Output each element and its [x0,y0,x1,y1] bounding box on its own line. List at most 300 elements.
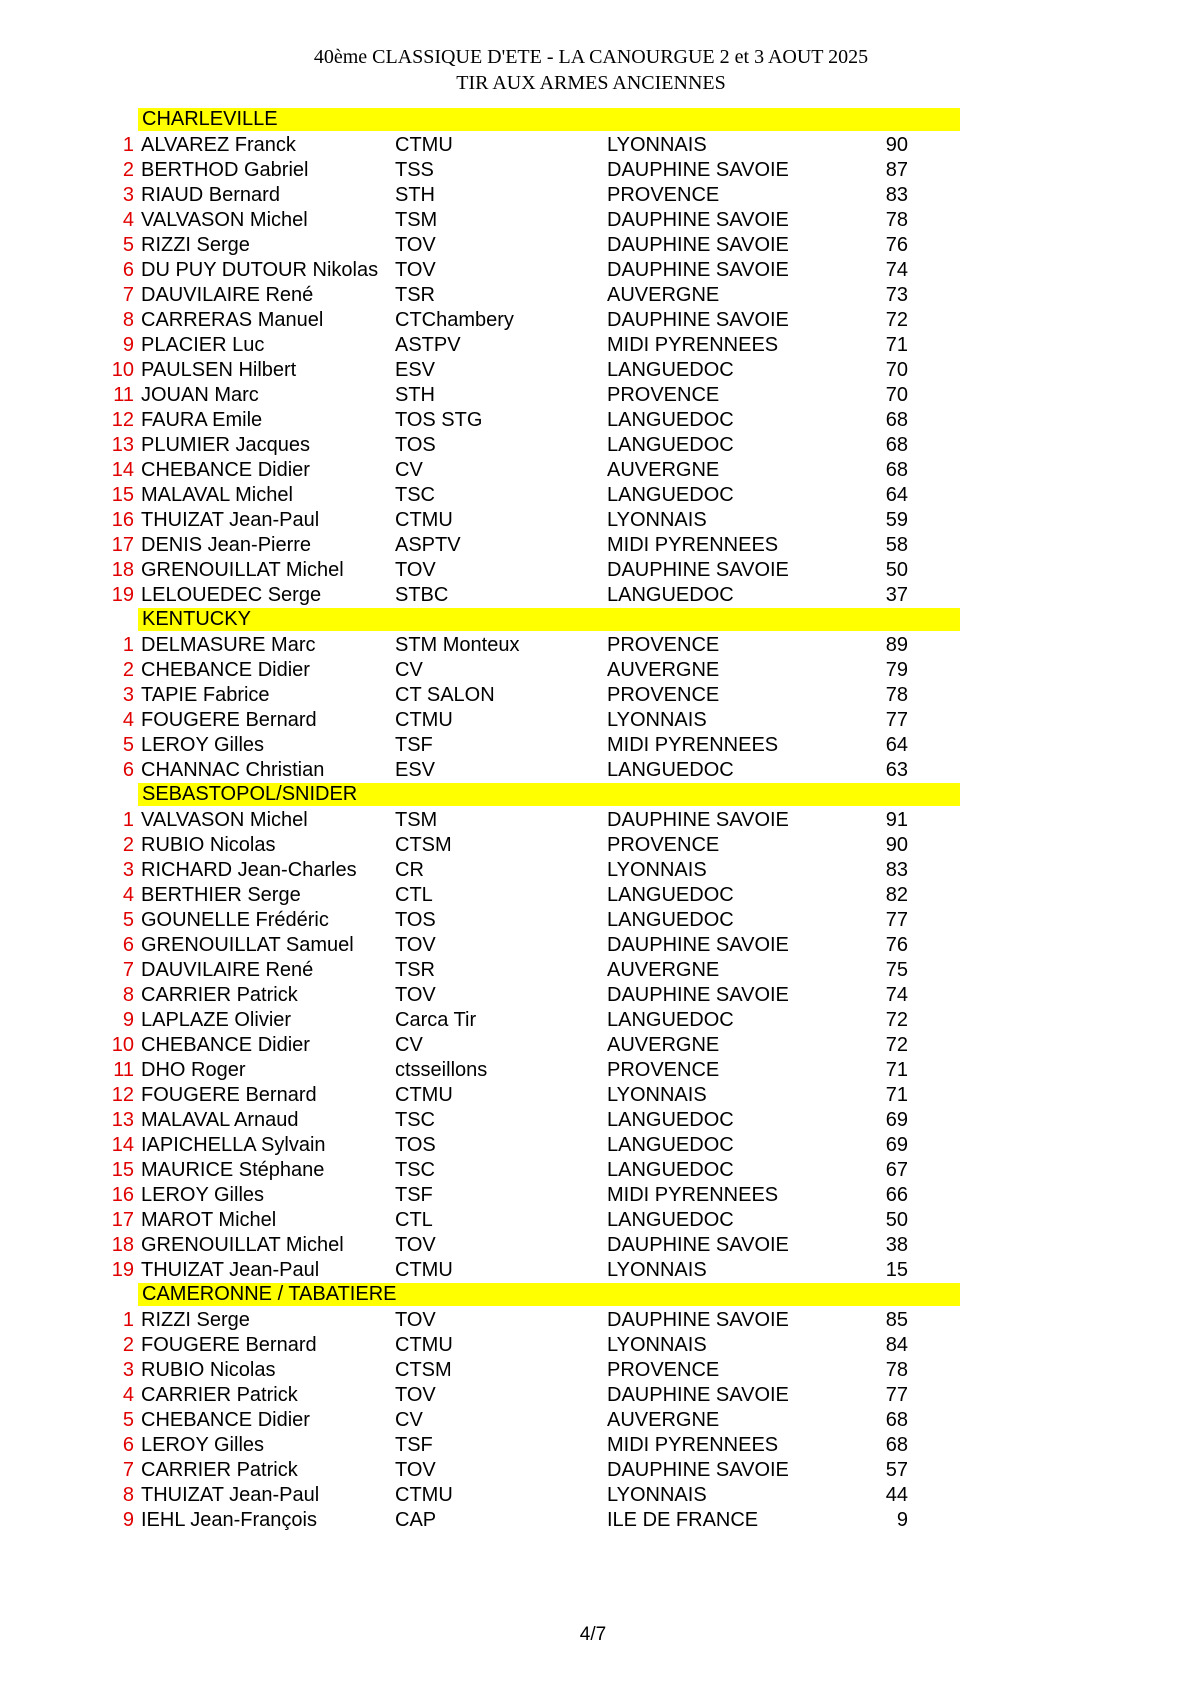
shooter-name: BERTHOD Gabriel [141,159,309,181]
result-row [100,633,960,658]
result-row [100,1208,960,1233]
club-name: TOV [395,1234,436,1256]
rank-number: 4 [122,209,134,231]
result-row [100,183,960,208]
region-name: LANGUEDOC [607,1109,734,1131]
result-row [100,1108,960,1133]
page-number: 4/7 [579,1624,607,1645]
club-name: TSR [395,959,435,981]
results-section [100,108,960,608]
rank-number: 9 [122,334,134,356]
region-name: AUVERGNE [607,959,720,981]
rank-number: 10 [111,1034,134,1056]
rank-number: 7 [122,959,134,981]
score-value: 83 [885,859,908,881]
club-name: TOV [395,259,436,281]
club-name: CTMU [395,1334,453,1356]
result-row [100,158,960,183]
region-name: LYONNAIS [607,1334,707,1356]
club-name: CTMU [395,1259,453,1281]
score-value: 38 [885,1234,908,1256]
rank-number: 7 [122,284,134,306]
score-value: 77 [885,1384,908,1406]
score-value: 59 [885,509,908,531]
result-row [100,758,960,783]
shooter-name: TAPIE Fabrice [141,684,270,706]
result-row [100,358,960,383]
club-name: CTMU [395,1484,453,1506]
shooter-name: CHEBANCE Didier [141,1034,310,1056]
result-row [100,133,960,158]
score-value: 70 [885,384,908,406]
club-name: CV [395,1409,423,1431]
result-row [100,658,960,683]
region-name: LYONNAIS [607,709,707,731]
rank-number: 2 [122,659,134,681]
score-value: 83 [885,184,908,206]
region-name: DAUPHINE SAVOIE [607,809,789,831]
score-value: 73 [885,284,908,306]
score-value: 78 [885,684,908,706]
section-header [100,108,960,133]
score-value: 9 [896,1509,908,1531]
shooter-name: CARRIER Patrick [141,1384,298,1406]
shooter-name: CHEBANCE Didier [141,459,310,481]
shooter-name: BERTHIER Serge [141,884,301,906]
club-name: TOS STG [395,409,483,431]
shooter-name: FOUGERE Bernard [141,1084,317,1106]
score-value: 77 [885,909,908,931]
score-value: 64 [885,734,908,756]
score-value: 71 [885,1059,908,1081]
shooter-name: CARRIER Patrick [141,984,298,1006]
rank-number: 19 [111,1259,134,1281]
shooter-name: GRENOUILLAT Samuel [141,934,354,956]
rank-number: 4 [122,884,134,906]
region-name: DAUPHINE SAVOIE [607,309,789,331]
shooter-name: VALVASON Michel [141,809,308,831]
region-name: LANGUEDOC [607,759,734,781]
region-name: DAUPHINE SAVOIE [607,1309,789,1331]
shooter-name: LEROY Gilles [141,734,265,756]
region-name: AUVERGNE [607,1409,720,1431]
section-title: SEBASTOPOL/SNIDER [142,783,358,805]
club-name: CV [395,459,423,481]
club-name: TOV [395,984,436,1006]
region-name: LYONNAIS [607,134,707,156]
region-name: LANGUEDOC [607,1159,734,1181]
shooter-name: DENIS Jean-Pierre [141,534,312,556]
shooter-name: ALVAREZ Franck [141,134,296,156]
club-name: ASTPV [395,334,461,356]
club-name: TOS [395,434,436,456]
club-name: ctsseillons [395,1059,488,1081]
rank-number: 3 [122,184,134,206]
region-name: LANGUEDOC [607,434,734,456]
shooter-name: MAURICE Stéphane [141,1159,325,1181]
result-row [100,1508,960,1533]
region-name: PROVENCE [607,634,720,656]
result-row [100,1308,960,1333]
result-row [100,933,960,958]
region-name: MIDI PYRENNEES [607,334,779,356]
result-row [100,733,960,758]
rank-number: 9 [122,1009,134,1031]
shooter-name: CARRIER Patrick [141,1459,298,1481]
rank-number: 13 [111,1109,134,1131]
result-row [100,208,960,233]
region-name: AUVERGNE [607,459,720,481]
section-header [100,608,960,633]
region-name: DAUPHINE SAVOIE [607,1459,789,1481]
score-value: 69 [885,1109,908,1131]
shooter-name: GRENOUILLAT Michel [141,559,344,581]
club-name: TOS [395,1134,436,1156]
club-name: TOV [395,1384,436,1406]
club-name: TSC [395,1159,435,1181]
club-name: CTSM [395,1359,452,1381]
region-name: AUVERGNE [607,1034,720,1056]
rank-number: 10 [111,359,134,381]
shooter-name: CARRERAS Manuel [141,309,324,331]
shooter-name: DAUVILAIRE René [141,284,314,306]
score-value: 87 [885,159,908,181]
score-value: 78 [885,1359,908,1381]
result-row [100,1183,960,1208]
score-value: 44 [885,1484,908,1506]
rank-number: 16 [111,1184,134,1206]
shooter-name: RUBIO Nicolas [141,1359,276,1381]
score-value: 15 [885,1259,908,1281]
region-name: PROVENCE [607,184,720,206]
shooter-name: FOUGERE Bernard [141,709,317,731]
shooter-name: IAPICHELLA Sylvain [141,1134,326,1156]
shooter-name: RICHARD Jean-Charles [141,859,357,881]
rank-number: 7 [122,1459,134,1481]
result-row [100,1433,960,1458]
rank-number: 1 [122,1309,134,1331]
club-name: STH [395,184,435,206]
shooter-name: MALAVAL Michel [141,484,293,506]
rank-number: 14 [111,1134,134,1156]
rank-number: 5 [122,1409,134,1431]
score-value: 71 [885,1084,908,1106]
result-row [100,808,960,833]
result-row [100,1133,960,1158]
shooter-name: RIZZI Serge [141,1309,250,1331]
result-row [100,308,960,333]
rank-number: 15 [111,1159,134,1181]
shooter-name: DHO Roger [141,1059,246,1081]
club-name: TOV [395,234,436,256]
shooter-name: GRENOUILLAT Michel [141,1234,344,1256]
club-name: CTMU [395,1084,453,1106]
club-name: TOS [395,909,436,931]
shooter-name: RUBIO Nicolas [141,834,276,856]
shooter-name: RIAUD Bernard [141,184,280,206]
club-name: ESV [395,359,436,381]
score-value: 70 [885,359,908,381]
result-row [100,433,960,458]
shooter-name: IEHL Jean-François [141,1509,317,1531]
shooter-name: FOUGERE Bernard [141,1334,317,1356]
rank-number: 18 [111,1234,134,1256]
rank-number: 15 [111,484,134,506]
score-value: 76 [885,234,908,256]
score-value: 58 [885,534,908,556]
rank-number: 8 [122,1484,134,1506]
result-row [100,683,960,708]
result-row [100,233,960,258]
club-name: TSF [395,1434,433,1456]
rank-number: 16 [111,509,134,531]
shooter-name: VALVASON Michel [141,209,308,231]
result-row [100,583,960,608]
result-row [100,1333,960,1358]
result-row [100,883,960,908]
shooter-name: FAURA Emile [141,409,263,431]
rank-number: 17 [111,1209,134,1231]
result-row [100,483,960,508]
shooter-name: LEROY Gilles [141,1184,265,1206]
rank-number: 13 [111,434,134,456]
shooter-name: THUIZAT Jean-Paul [141,1484,320,1506]
rank-number: 12 [111,409,134,431]
club-name: CR [395,859,424,881]
club-name: TSR [395,284,435,306]
score-value: 75 [885,959,908,981]
results-table [100,108,960,1533]
region-name: DAUPHINE SAVOIE [607,1384,789,1406]
score-value: 68 [885,1409,908,1431]
rank-number: 18 [111,559,134,581]
club-name: CTMU [395,134,453,156]
club-name: TOV [395,1309,436,1331]
shooter-name: PAULSEN Hilbert [141,359,297,381]
rank-number: 3 [122,1359,134,1381]
club-name: CTMU [395,509,453,531]
rank-number: 14 [111,459,134,481]
region-name: DAUPHINE SAVOIE [607,1234,789,1256]
rank-number: 1 [122,134,134,156]
club-name: CTSM [395,834,452,856]
region-name: LANGUEDOC [607,359,734,381]
score-value: 91 [885,809,908,831]
results-section [100,1283,960,1533]
club-name: CAP [395,1509,437,1531]
result-row [100,1408,960,1433]
score-value: 89 [885,634,908,656]
shooter-name: PLUMIER Jacques [141,434,310,456]
region-name: PROVENCE [607,684,720,706]
score-value: 74 [885,259,908,281]
region-name: LYONNAIS [607,1484,707,1506]
rank-number: 6 [122,259,134,281]
score-value: 50 [885,1209,908,1231]
rank-number: 8 [122,984,134,1006]
club-name: STH [395,384,435,406]
shooter-name: CHEBANCE Didier [141,1409,310,1431]
score-value: 72 [885,1009,908,1031]
region-name: DAUPHINE SAVOIE [607,934,789,956]
score-value: 90 [885,834,908,856]
score-value: 72 [885,1034,908,1056]
section-title: KENTUCKY [142,608,251,630]
club-name: ESV [395,759,436,781]
result-row [100,558,960,583]
result-row [100,1358,960,1383]
shooter-name: DELMASURE Marc [141,634,316,656]
club-name: CV [395,1034,423,1056]
results-section [100,783,960,1283]
result-row [100,1033,960,1058]
region-name: LANGUEDOC [607,909,734,931]
score-value: 68 [885,1434,908,1456]
rank-number: 1 [122,634,134,656]
region-name: MIDI PYRENNEES [607,1184,779,1206]
score-value: 74 [885,984,908,1006]
score-value: 84 [885,1334,908,1356]
region-name: MIDI PYRENNEES [607,1434,779,1456]
rank-number: 5 [122,909,134,931]
rank-number: 1 [122,809,134,831]
result-row [100,1008,960,1033]
result-row [100,383,960,408]
shooter-name: MALAVAL Arnaud [141,1109,299,1131]
shooter-name: JOUAN Marc [141,384,259,406]
rank-number: 12 [111,1084,134,1106]
score-value: 79 [885,659,908,681]
rank-number: 6 [122,934,134,956]
rank-number: 17 [111,534,134,556]
score-value: 68 [885,409,908,431]
result-row [100,508,960,533]
club-name: CTChambery [395,309,514,331]
result-row [100,1058,960,1083]
region-name: ILE DE FRANCE [607,1509,759,1531]
rank-number: 3 [122,684,134,706]
rank-number: 6 [122,1434,134,1456]
club-name: TSM [395,809,438,831]
club-name: TSC [395,484,435,506]
region-name: LYONNAIS [607,1084,707,1106]
club-name: ASPTV [395,534,461,556]
rank-number: 8 [122,309,134,331]
result-row [100,1083,960,1108]
club-name: CTMU [395,709,453,731]
result-row [100,1233,960,1258]
score-value: 64 [885,484,908,506]
region-name: AUVERGNE [607,284,720,306]
club-name: CV [395,659,423,681]
rank-number: 5 [122,734,134,756]
region-name: PROVENCE [607,1359,720,1381]
region-name: DAUPHINE SAVOIE [607,159,789,181]
shooter-name: DU PUY DUTOUR Nikolas [141,259,379,281]
score-value: 66 [885,1184,908,1206]
score-value: 63 [885,759,908,781]
page-header [0,44,1190,96]
region-name: DAUPHINE SAVOIE [607,259,789,281]
shooter-name: LELOUEDEC Serge [141,584,322,606]
club-name: TSC [395,1109,435,1131]
region-name: LANGUEDOC [607,409,734,431]
score-value: 37 [885,584,908,606]
region-name: LYONNAIS [607,509,707,531]
region-name: PROVENCE [607,384,720,406]
shooter-name: THUIZAT Jean-Paul [141,1259,320,1281]
score-value: 72 [885,309,908,331]
result-row [100,1383,960,1408]
club-name: CT SALON [395,684,495,706]
result-row [100,958,960,983]
region-name: AUVERGNE [607,659,720,681]
region-name: DAUPHINE SAVOIE [607,234,789,256]
shooter-name: LEROY Gilles [141,1434,265,1456]
club-name: TSF [395,1184,433,1206]
result-row [100,1458,960,1483]
result-row [100,908,960,933]
rank-number: 11 [113,384,134,406]
rank-number: 11 [113,1059,134,1081]
club-name: TOV [395,1459,436,1481]
region-name: LANGUEDOC [607,1009,734,1031]
shooter-name: CHANNAC Christian [141,759,325,781]
region-name: LANGUEDOC [607,1209,734,1231]
shooter-name: CHEBANCE Didier [141,659,310,681]
score-value: 82 [885,884,908,906]
club-name: TOV [395,559,436,581]
score-value: 69 [885,1134,908,1156]
section-header [100,1283,960,1308]
section-highlight [138,608,960,631]
score-value: 50 [885,559,908,581]
region-name: LYONNAIS [607,1259,707,1281]
result-row [100,458,960,483]
shooter-name: PLACIER Luc [141,334,265,356]
score-value: 85 [885,1309,908,1331]
region-name: DAUPHINE SAVOIE [607,209,789,231]
club-name: TSF [395,734,433,756]
club-name: CTL [395,884,433,906]
club-name: Carca Tir [395,1009,477,1031]
region-name: LANGUEDOC [607,484,734,506]
result-row [100,533,960,558]
event-title: 40ème CLASSIQUE D'ETE - LA CANOURGUE 2 et 3 AOUT 2025 [313,46,869,68]
score-value: 76 [885,934,908,956]
rank-number: 3 [122,859,134,881]
score-value: 78 [885,209,908,231]
region-name: PROVENCE [607,834,720,856]
club-name: STM Monteux [395,634,520,656]
page-footer [0,1624,1190,1646]
score-value: 57 [885,1459,908,1481]
rank-number: 2 [122,834,134,856]
club-name: TSM [395,209,438,231]
score-value: 90 [885,134,908,156]
result-row [100,258,960,283]
result-row [100,1258,960,1283]
score-value: 68 [885,434,908,456]
shooter-name: RIZZI Serge [141,234,250,256]
club-name: TOV [395,934,436,956]
section-title: CAMERONNE / TABATIERE [142,1283,397,1305]
results-section [100,608,960,783]
result-row [100,833,960,858]
region-name: PROVENCE [607,1059,720,1081]
rank-number: 4 [122,709,134,731]
result-row [100,333,960,358]
